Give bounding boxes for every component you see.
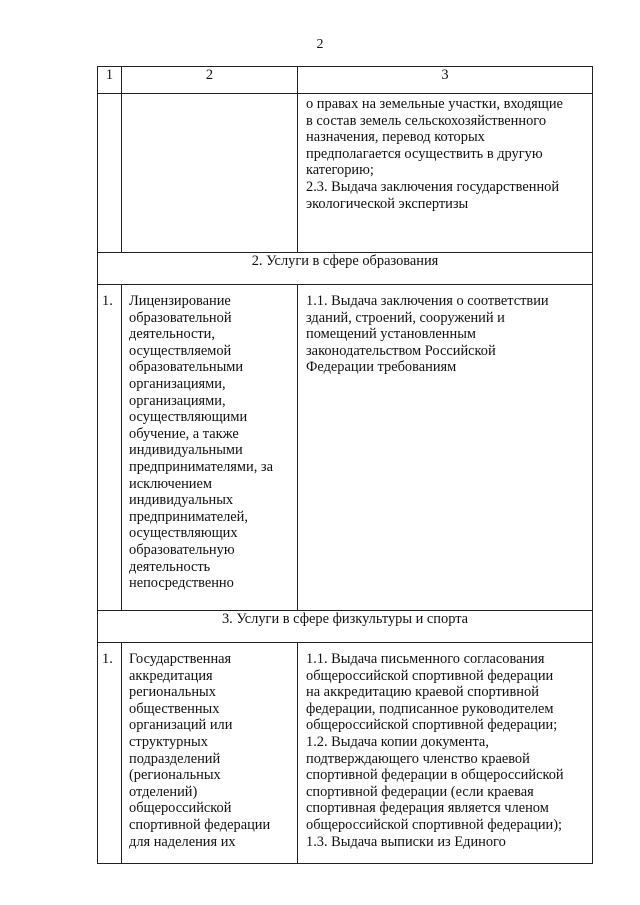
text-line: спортивной федерации (если краевая — [306, 783, 534, 800]
services-table — [97, 66, 593, 864]
table-header-row — [98, 67, 593, 94]
text-line: категорию; — [306, 162, 374, 179]
text-line: 1.3. Выдача выписки из Единого — [306, 833, 506, 850]
section-heading-row — [98, 253, 593, 285]
page-number: 2 — [316, 37, 324, 52]
text-line: назначения, перевод которых — [306, 129, 485, 146]
text-line: (региональных — [129, 767, 221, 784]
text-line: исключением — [129, 475, 212, 492]
text-line: Государственная — [129, 651, 232, 667]
text-line: предпринимателей, — [129, 508, 248, 525]
text-line: организациями, — [129, 375, 226, 392]
text-line: общероссийской спортивной федерации; — [306, 717, 558, 734]
text-line: в состав земель сельскохозяйственного — [306, 112, 547, 129]
text-line: зданий, строений, сооружений и — [306, 309, 505, 326]
text-line: деятельности, — [129, 326, 215, 343]
documents-cell — [298, 643, 593, 864]
text-line: образовательную — [129, 541, 235, 558]
text-line: для наделения их — [129, 833, 236, 850]
text-line: подразделений — [129, 750, 221, 767]
text-line: индивидуальных — [129, 492, 234, 509]
row-number-text: 1. — [102, 293, 113, 309]
header-col-3: 3 — [298, 67, 593, 94]
section-title-sport: 3. Услуги в сфере физкультуры и спорта — [98, 611, 593, 643]
text-line: предполагается осуществить в другую — [306, 145, 543, 162]
text-line: организаций или — [129, 717, 233, 734]
text-line: о правах на земельные участки, входящие — [306, 96, 563, 112]
text-line: 1.1. Выдача письменного согласования — [306, 651, 545, 667]
text-line: спортивной федерации — [129, 816, 271, 833]
row-number-text: 1. — [102, 651, 113, 667]
text-line: 1.2. Выдача копии документа, — [306, 733, 489, 750]
row-number — [98, 285, 122, 611]
text-line: образовательными — [129, 359, 244, 376]
text-line: законодательством Российской — [306, 342, 496, 359]
text-line: федерации, подписанное руководителем — [306, 700, 554, 717]
text-line: отделений) — [129, 783, 198, 800]
text-line: подтверждающего членство краевой — [306, 750, 530, 767]
text-line: общероссийской спортивной федерации); — [306, 816, 563, 833]
text-line: 1.1. Выдача заключения о соответствии — [306, 293, 549, 309]
text-line: индивидуальными — [129, 442, 243, 459]
text-line: деятельность — [129, 558, 211, 575]
table-row-education-1 — [98, 285, 593, 611]
continuation-service-cell — [122, 94, 298, 253]
text-line: спортивная федерация является членом — [306, 800, 549, 817]
service-name-cell — [122, 285, 298, 611]
text-line: образовательной — [129, 309, 232, 326]
text-line: структурных — [129, 733, 208, 750]
text-line: предпринимателями, за — [129, 458, 273, 475]
documents-cell — [298, 285, 593, 611]
text-line: организациями, — [129, 392, 226, 409]
continuation-number-cell — [98, 94, 122, 253]
section-heading-row — [98, 611, 593, 643]
section-title-education: 2. Услуги в сфере образования — [98, 253, 593, 285]
text-line: осуществляющими — [129, 409, 248, 426]
text-line: общероссийской — [129, 800, 232, 817]
table-row-continuation — [98, 94, 593, 253]
text-line: экологической экспертизы — [306, 195, 469, 212]
row-number — [98, 643, 122, 864]
service-name-cell — [122, 643, 298, 864]
text-line: Лицензирование — [129, 293, 231, 309]
text-line: на аккредитацию краевой спортивной — [306, 684, 539, 701]
text-line: осуществляемой — [129, 342, 232, 359]
table-row-sport-1 — [98, 643, 593, 864]
text-line: аккредитация — [129, 667, 213, 684]
continuation-documents-cell — [298, 94, 593, 253]
text-line: спортивной федерации в общероссийской — [306, 767, 564, 784]
text-line: помещений установленным — [306, 326, 476, 343]
header-col-2: 2 — [122, 67, 298, 94]
text-line: Федерации требованиям — [306, 359, 457, 376]
text-line: общественных — [129, 700, 220, 717]
text-line: региональных — [129, 684, 216, 701]
text-line: обучение, а также — [129, 425, 239, 442]
text-line: непосредственно — [129, 575, 234, 592]
text-line: общероссийской спортивной федерации — [306, 667, 554, 684]
text-line: 2.3. Выдача заключения государственной — [306, 178, 560, 195]
text-line: осуществляющих — [129, 525, 238, 542]
header-col-1: 1 — [98, 67, 122, 94]
